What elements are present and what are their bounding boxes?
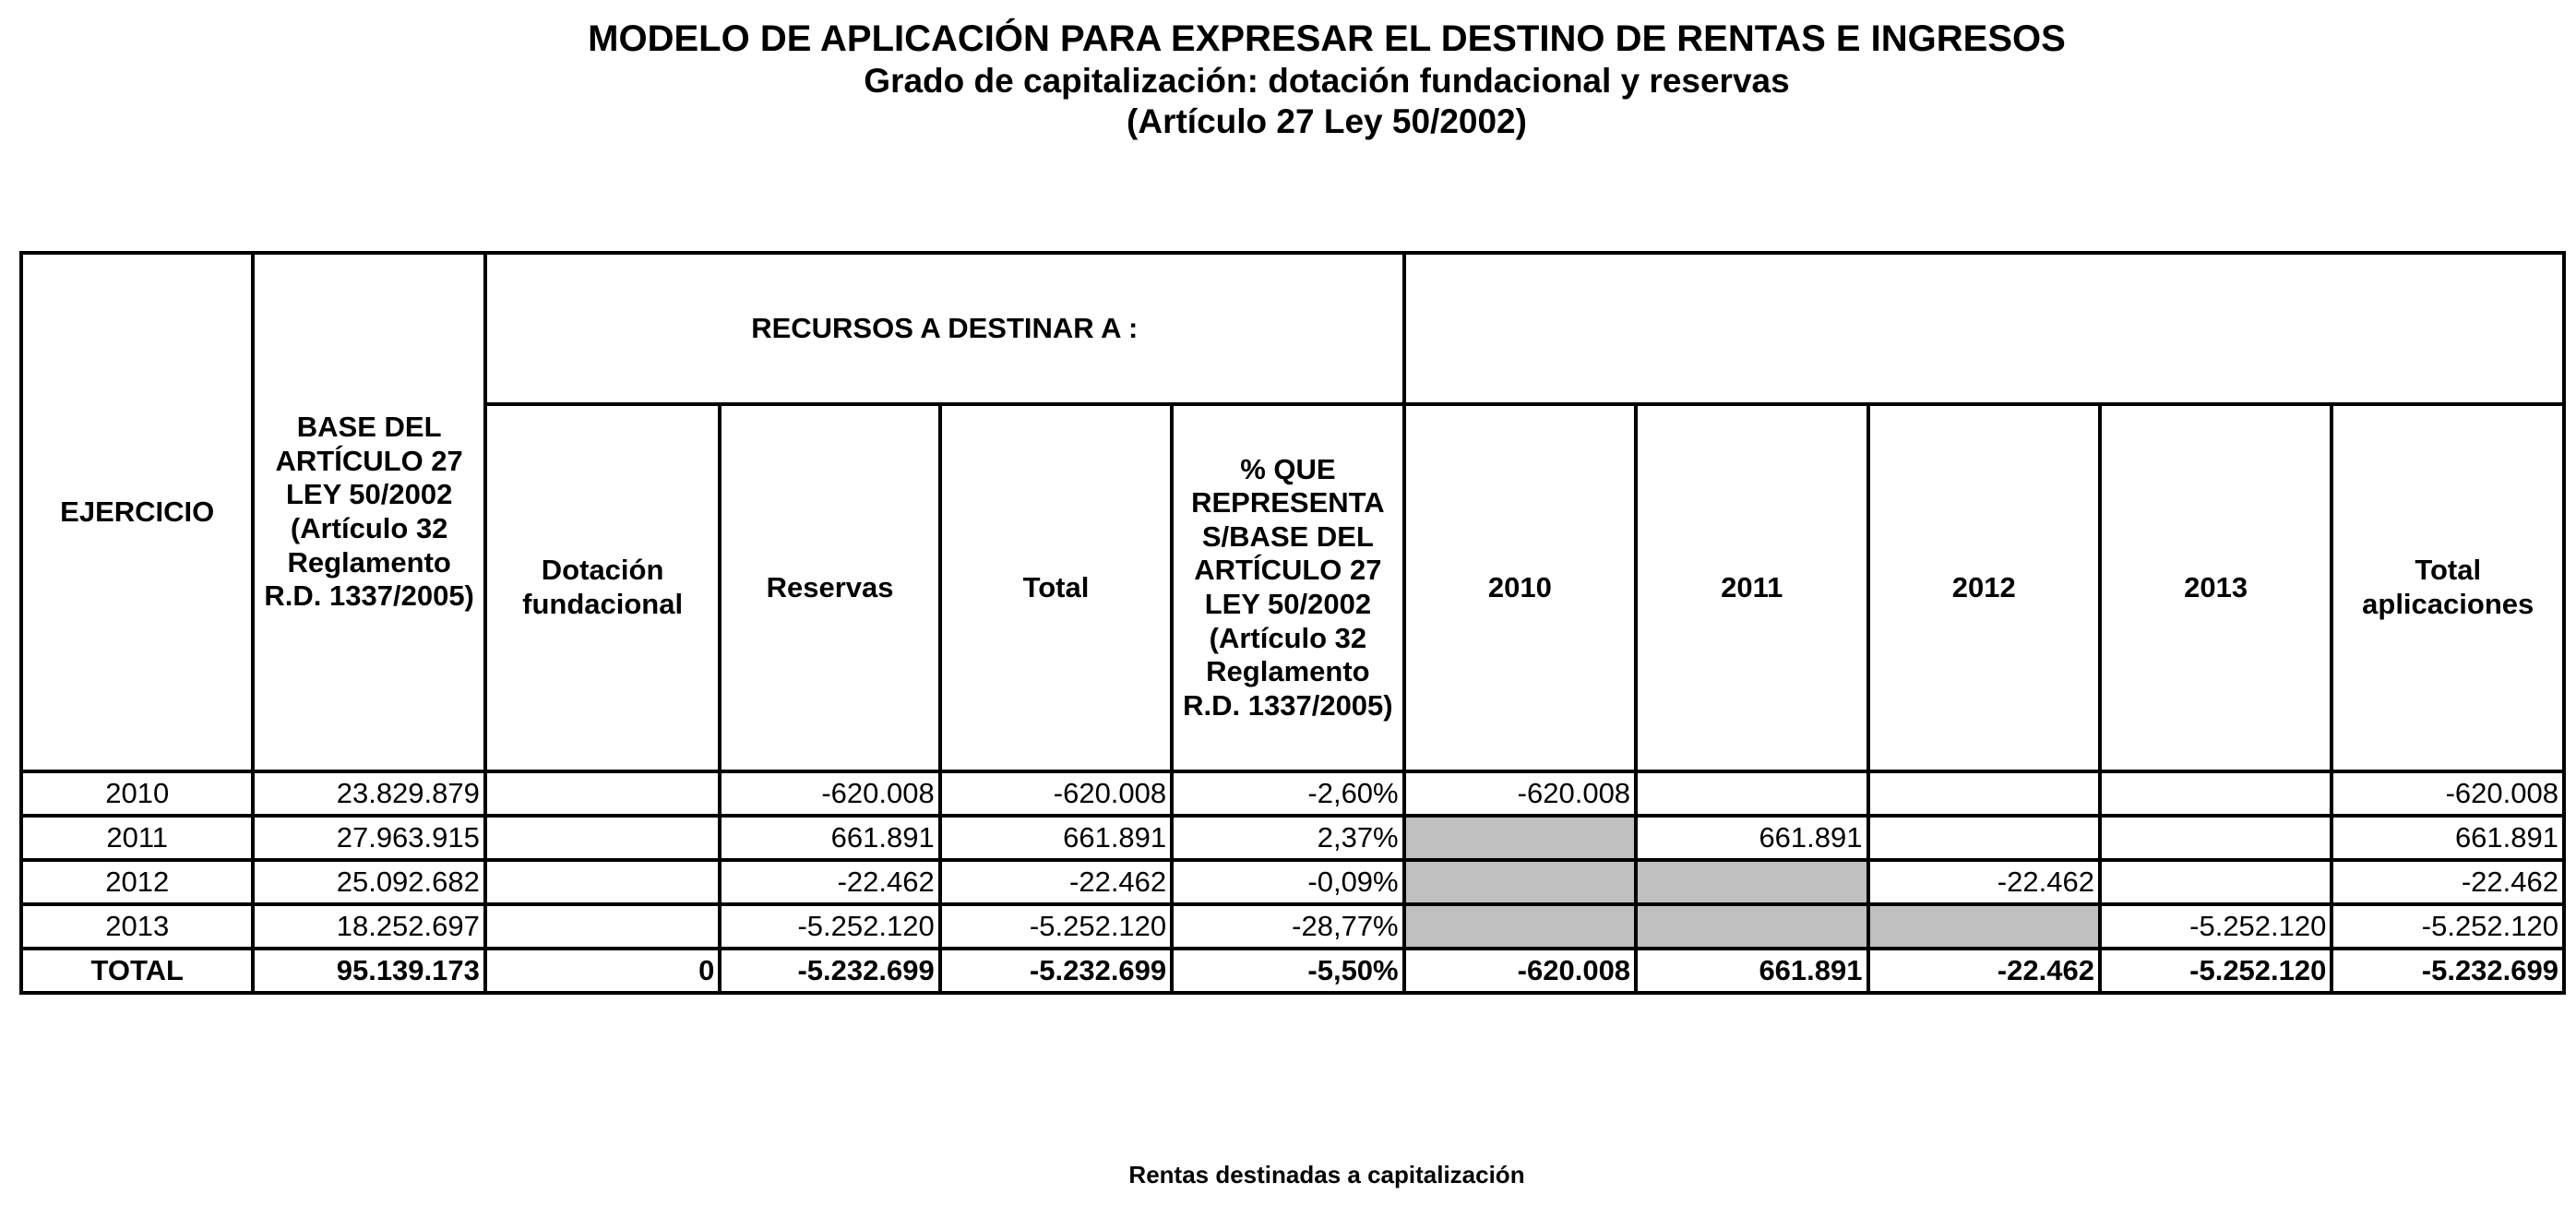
document-title-block: [0, 17, 2576, 143]
header-2010: 2010: [1404, 404, 1636, 771]
cell-2012: [1868, 816, 2100, 860]
legal-reference: (Artículo 27 Ley 50/2002): [1127, 102, 1527, 141]
cell-porcentaje: -28,77%: [1172, 904, 1403, 949]
cell-ejercicio: 2013: [21, 904, 253, 949]
cell-2013: -5.252.120: [2100, 904, 2332, 949]
cell-2010: -620.008: [1404, 771, 1636, 816]
cell-ejercicio: 2011: [21, 816, 253, 860]
cell-total-reservas: -5.232.699: [720, 949, 939, 993]
header-recursos: RECURSOS A DESTINAR A :: [485, 253, 1404, 404]
cell-total-base: 95.139.173: [253, 949, 484, 993]
cell-total: -5.252.120: [940, 904, 1172, 949]
cell-2011: 661.891: [1636, 816, 1867, 860]
cell-2010-shaded: [1404, 816, 1636, 860]
cell-2013: [2100, 860, 2332, 904]
header-2012: 2012: [1868, 404, 2100, 771]
cell-total: 661.891: [940, 816, 1172, 860]
header-2011: 2011: [1636, 404, 1867, 771]
cell-total-2013: -5.252.120: [2100, 949, 2332, 993]
cell-porcentaje: 2,37%: [1172, 816, 1403, 860]
cell-total-2011: 661.891: [1636, 949, 1867, 993]
cell-total-aplicaciones: -5.252.120: [2332, 904, 2564, 949]
capitalization-table: [19, 251, 2566, 995]
cell-ejercicio: 2010: [21, 771, 253, 816]
cell-total-2010: -620.008: [1404, 949, 1636, 993]
header-total: Total: [940, 404, 1172, 771]
cell-total-label: TOTAL: [21, 949, 253, 993]
cell-total-aplicaciones: -22.462: [2332, 860, 2564, 904]
header-porcentaje: % QUE REPRESENTA S/BASE DEL ARTÍCULO 27 LEY 50/2002 (Artículo 32 Reglamento R.D. 1337/2005): [1172, 404, 1403, 771]
cell-2011: [1636, 771, 1867, 816]
cell-2013: [2100, 816, 2332, 860]
cell-porcentaje: -2,60%: [1172, 771, 1403, 816]
table-row: [21, 816, 2564, 860]
cell-reservas: -5.252.120: [720, 904, 939, 949]
cell-dotacion: [485, 771, 720, 816]
cell-total-aplicaciones: 661.891: [2332, 816, 2564, 860]
header-ejercicio: EJERCICIO: [21, 253, 253, 771]
cell-reservas: 661.891: [720, 816, 939, 860]
cell-dotacion: [485, 816, 720, 860]
cell-2012: [1868, 771, 2100, 816]
cell-2011-shaded: [1636, 904, 1867, 949]
cell-total-2012: -22.462: [1868, 949, 2100, 993]
cell-2012-shaded: [1868, 904, 2100, 949]
header-total-aplicaciones: Total aplicaciones: [2332, 404, 2564, 771]
cell-total-total: -5.232.699: [940, 949, 1172, 993]
cell-porcentaje: -0,09%: [1172, 860, 1403, 904]
main-title: MODELO DE APLICACIÓN PARA EXPRESAR EL DESTINO DE RENTAS E INGRESOS: [588, 18, 2066, 59]
table-row: [21, 904, 2564, 949]
table-row: [21, 771, 2564, 816]
header-2013: 2013: [2100, 404, 2332, 771]
cell-2011-shaded: [1636, 860, 1867, 904]
cell-reservas: -620.008: [720, 771, 939, 816]
cell-total: -22.462: [940, 860, 1172, 904]
cell-2013: [2100, 771, 2332, 816]
cell-2010-shaded: [1404, 904, 1636, 949]
cell-2012: -22.462: [1868, 860, 2100, 904]
cell-total-dotacion: 0: [485, 949, 720, 993]
cell-base: 23.829.879: [253, 771, 484, 816]
cell-total-porcentaje: -5,50%: [1172, 949, 1403, 993]
cell-2010-shaded: [1404, 860, 1636, 904]
cell-total-aplicaciones: -620.008: [2332, 771, 2564, 816]
subtitle: Grado de capitalización: dotación fundacional y reservas: [864, 62, 1790, 100]
cell-base: 18.252.697: [253, 904, 484, 949]
footer-caption: Rentas destinadas a capitalización: [1128, 1161, 1525, 1188]
cell-total-aplicaciones: -5.232.699: [2332, 949, 2564, 993]
header-reservas: Reservas: [720, 404, 939, 771]
header-aplicaciones-empty: [1404, 253, 2564, 404]
cell-dotacion: [485, 860, 720, 904]
table-row: [21, 860, 2564, 904]
header-base: BASE DEL ARTÍCULO 27 LEY 50/2002 (Artículo 32 Reglamento R.D. 1337/2005): [253, 253, 484, 771]
totals-row: [21, 949, 2564, 993]
cell-ejercicio: 2012: [21, 860, 253, 904]
cell-base: 25.092.682: [253, 860, 484, 904]
cell-reservas: -22.462: [720, 860, 939, 904]
cell-dotacion: [485, 904, 720, 949]
header-dotacion: Dotación fundacional: [485, 404, 720, 771]
cell-base: 27.963.915: [253, 816, 484, 860]
cell-total: -620.008: [940, 771, 1172, 816]
